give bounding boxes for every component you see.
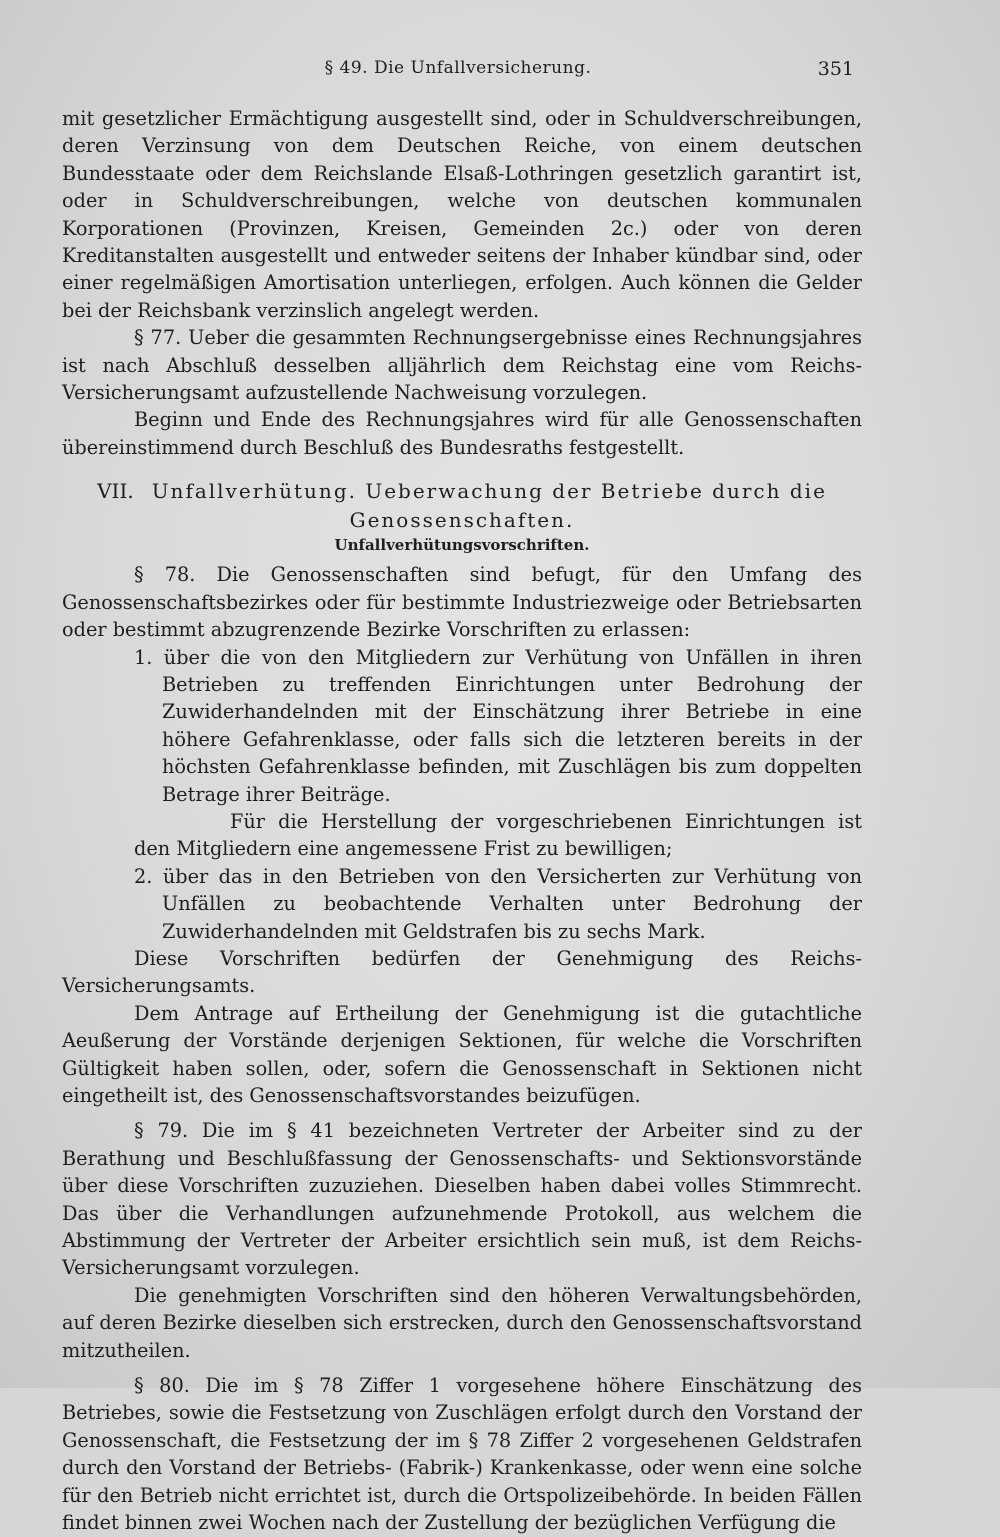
running-head: § 49. Die Unfallversicherung. [324,58,592,78]
paragraph-fiscal-year: Beginn und Ende des Rechnungsjahres wird für alle Genossenschaften übereinstimmend durch Beschluß des Bundesraths festgestellt. [62,408,862,459]
paragraph-section-80: § 80. Die im § 78 Ziffer 1 vorgesehene höhere Einschätzung des Betriebes, sowie die Festsetzung von Zuschlägen erfolgt durch den Vorstand der Genossenschaft, die Festsetzung der im § 78 Ziffer 2 vorgesehenen Geldstrafen durch den Vorstand der Betriebs- (Fabrik-) Krankenkasse, oder wenn eine solche für den Betrieb nicht errichtet ist, durch die Ortspolizeibehörde. In beiden Fällen findet binnen zwei Wochen nach der Zustellung der bezüglichen Verfügung die [62,1374,862,1535]
chapter-heading [62,477,862,557]
paragraph-section-78: § 78. Die Genossenschaften sind befugt, für den Umfang des Genossenschaftsbezirkes oder für bestimmte Industriezweige oder Betriebsarten oder bestimmt abzugrenzende Bezirke Vorschriften zu erlassen: [62,563,862,642]
list-item-2: 2. über das in den Betrieben von den Versicherten zur Verhütung von Unfällen zu beobachtende Verhalten unter Bedrohung der Zuwiderhandelnden mit Geldstrafen bis zu sechs Mark. [134,864,862,943]
list-item-1: 1. über die von den Mitgliedern zur Verhütung von Unfällen in ihren Betrieben zu treffenden Einrichtungen unter Bedrohung der Zuwiderhandelnden mit der Einschätzung ihrer Betriebe in eine höhere Gefahrenklasse, oder falls sich die letzteren bereits in der höchsten Gefahrenklasse befinden, mit Zuschlägen bis zum doppelten Betrage ihrer Beiträge. [134,645,862,806]
list-item-1-continuation: Für die Herstellung der vorgeschriebenen Einrichtungen ist den Mitgliedern eine angemessene Frist zu bewilligen; [134,809,862,861]
paragraph-communication: Die genehmigten Vorschriften sind den höheren Verwaltungsbehörden, auf deren Bezirke dieselben sich erstrecken, durch den Genossenschaftsvorstand mitzutheilen. [62,1283,862,1362]
body-text [62,105,862,1537]
page-number: 351 [817,58,854,80]
chapter-subheading: Unfallverhütungsvorschriften. [334,536,590,555]
chapter-title-line2: Genossenschaften. [349,508,575,533]
paragraph-section-79: § 79. Die im § 41 bezeichneten Vertreter der Arbeiter sind zu der Berathung und Beschlußfassung der Genossenschafts- und Sektionsvorstände über diese Vorschriften zuzuziehen. Dieselben haben dabei volles Stimmrecht. Das über die Verhandlungen aufzunehmende Protokoll, aus welchem die Abstimmung der Vertreter der Arbeiter ersichtlich sein muß, ist dem Reichs-Versicherungsamt vorzulegen. [62,1119,862,1280]
page-header [62,58,854,90]
paragraph-continuation: mit gesetzlicher Ermächtigung ausgestellt sind, oder in Schuldverschreibungen, deren Verzinsung von dem Deutschen Reiche, von einem deutschen Bundesstaate oder dem Reichslande Elsaß-Lothringen gesetzlich garantirt ist, oder in Schuldverschreibungen, welche von deutschen kommunalen Korporationen (Provinzen, Kreisen, Gemeinden 2c.) oder von deren Kreditanstalten ausgestellt und entweder seitens der Inhaber kündbar sind, oder einer regelmäßigen Amortisation unterliegen, erfolgen. Auch können die Gelder bei der Reichsbank verzinslich angelegt werden. [62,107,862,322]
chapter-number: VII. [97,479,134,504]
paragraph-application: Dem Antrage auf Ertheilung der Genehmigung ist die gutachtliche Aeußerung der Vorstände derjenigen Sektionen, für welche die Vorschriften Gültigkeit haben sollen, oder, sofern die Genossenschaft in Sektionen nicht eingetheilt ist, des Genossenschaftsvorstandes beizufügen. [62,1001,862,1107]
paragraph-approval: Diese Vorschriften bedürfen der Genehmigung des Reichs-Versicherungsamts. [62,946,862,998]
chapter-title-line1: Unfallverhütung. Ueberwachung der Betriebe durch die [151,479,827,504]
paragraph-section-77: § 77. Ueber die gesammten Rechnungsergebnisse eines Rechnungsjahres ist nach Abschluß desselben alljährlich dem Reichstag eine vom Reichs-Versicherungsamt aufzustellende Nachweisung vorzulegen. [62,326,862,405]
